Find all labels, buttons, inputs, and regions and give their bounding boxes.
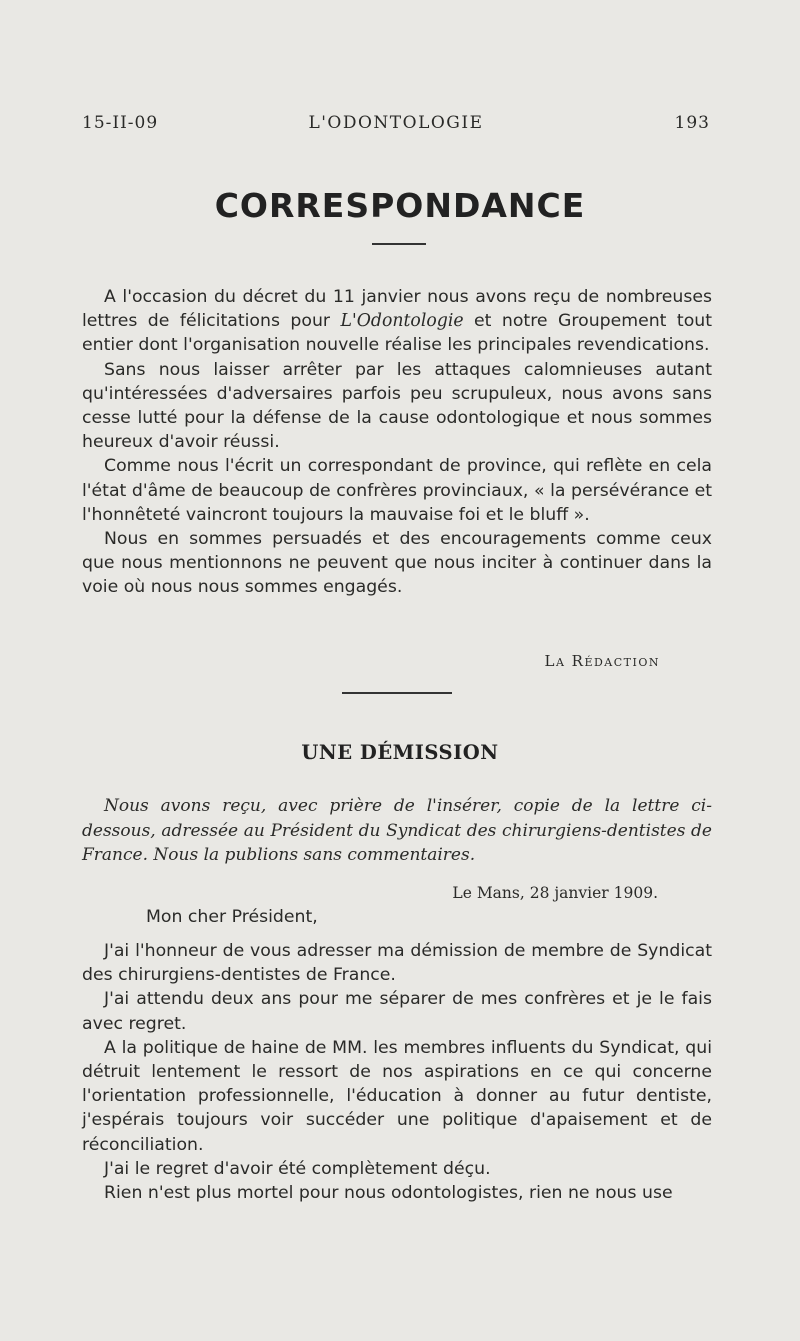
editorial-note	[82, 794, 712, 868]
letter-date: Le Mans, 28 janvier 1909.	[452, 884, 658, 902]
section-divider	[342, 692, 452, 694]
editorial-note-text: Nous avons reçu, avec prière de l'insérer, copie de la lettre ci-dessous, adressée au Président du Syndicat des chirurgiens-dentistes de France. Nous la publions sans commentaires.	[82, 796, 712, 865]
journal-title: L'ODONTOLOGIE	[308, 113, 484, 133]
section-title-correspondance: CORRESPONDANCE	[214, 186, 586, 225]
paragraph: A la politique de haine de MM. les membres influents du Syndicat, qui détruit lentement le ressort de nos aspirations en ce qui concerne l'orientation professionnelle, l'éducation à donner au futur dentiste, j'espérais toujours voir succéder une politique d'apaisement et de réconciliation.	[82, 1037, 712, 1155]
paragraph: Sans nous laisser arrêter par les attaques calomnieuses autant qu'intéressées d'adversaires parfois peu scrupuleux, nous avons sans cesse lutté pour la défense de la cause odontologique et nous sommes heureux d'avoir réussi.	[82, 359, 712, 453]
paragraph-text: et notre Groupement tout entier dont l'organisation nouvelle réalise les principales revendications.	[82, 311, 712, 356]
journal-name: L'Odontologie	[340, 311, 464, 332]
page-number: 193	[674, 113, 710, 133]
issue-date: 15-II-09	[82, 113, 159, 133]
paragraph: J'ai le regret d'avoir été complètement déçu.	[104, 1158, 491, 1179]
paragraph: J'ai attendu deux ans pour me séparer de mes confrères et je le fais avec regret.	[82, 989, 712, 1034]
paragraph-text: A l'occasion du décret du 11 janvier nous avons reçu de nombreuses lettres de félicitations pour	[82, 287, 712, 332]
paragraph: J'ai l'honneur de vous adresser ma démission de membre de Syndicat des chirurgiens-dentistes de France.	[82, 941, 712, 986]
signature: La Rédaction	[544, 652, 660, 670]
section-title-demission: UNE DÉMISSION	[301, 741, 499, 764]
paragraph: Rien n'est plus mortel pour nous odontologistes, rien ne nous use	[104, 1183, 673, 1204]
letter-body	[82, 939, 712, 1205]
paragraph: Nous en sommes persuadés et des encouragements comme ceux que nous mentionnons ne peuvent que nous inciter à continuer dans la voie où nous nous sommes engagés.	[82, 529, 712, 598]
correspondance-body	[82, 285, 712, 600]
divider-rule	[372, 243, 426, 245]
paragraph: Comme nous l'écrit un correspondant de province, qui reflète en cela l'état d'âme de beaucoup de confrères provinciaux, « la persévérance et l'honnêteté vaincront toujours la mauvaise foi et le bluff ».	[82, 456, 712, 525]
paragraph	[82, 285, 712, 358]
letter-salutation: Mon cher Président,	[146, 907, 318, 927]
running-head	[82, 113, 710, 137]
